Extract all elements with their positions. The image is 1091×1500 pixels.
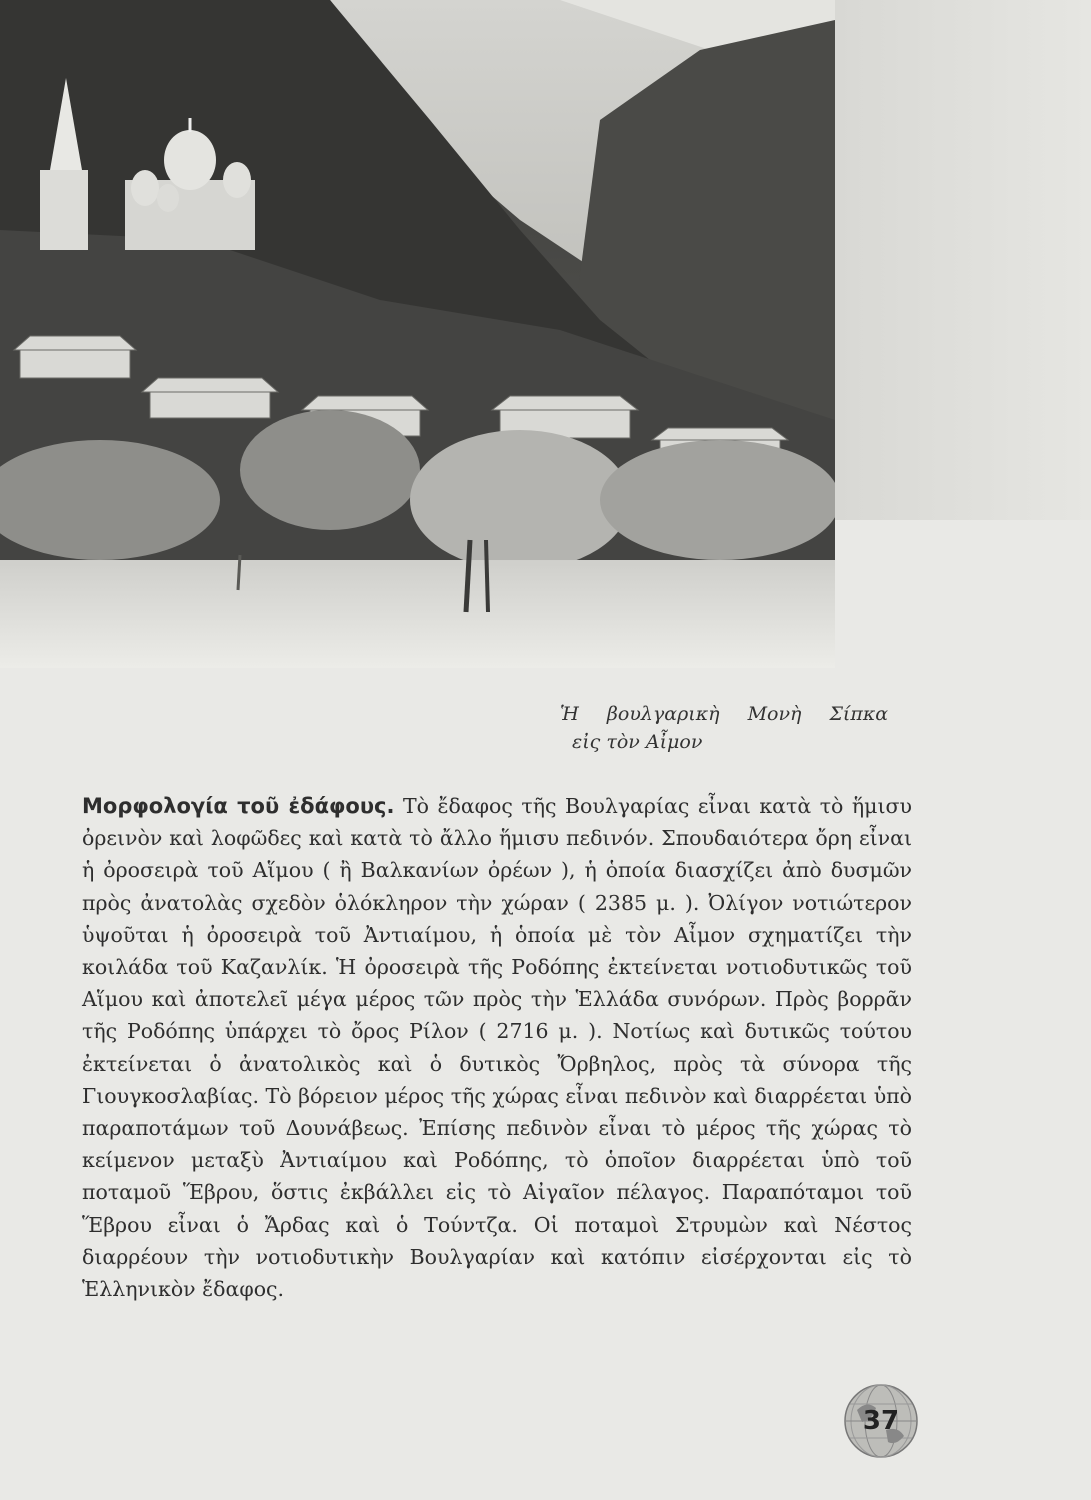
monastery-illustration [0, 0, 835, 668]
photo-shadow [835, 0, 1091, 520]
article-text [82, 790, 912, 1305]
caption-line-1: Ἡ βουλγαρικὴ Μονὴ Σίπκα [560, 703, 889, 725]
photo-caption [560, 700, 920, 756]
page-number: 37 [862, 1406, 900, 1436]
article-body: Τὸ ἔδαφος τῆς Βουλγαρίας εἶναι κατὰ τὸ ἥμισυ ὀρεινὸν καὶ λοφῶδες καὶ κατὰ τὸ ἄλλο ἥμισυ πεδινόν. Σπουδαιότερα ὄρη εἶναι ἡ ὀροσειρὰ τοῦ Αἵμου ( ἢ Βαλκανίων ὀρέων ), ἡ ὁποία διασχίζει ἀπὸ δυσμῶν πρὸς ἀνατολὰς σχεδὸν ὁλόκληρον τὴν χώραν ( 2385 μ. ). Ὀλίγον νοτιώτερον ὑψοῦται ἡ ὀροσειρὰ τοῦ Ἀντιαίμου, ἡ ὁποία μὲ τὸν Αἶμον σχηματίζει τὴν κοιλάδα τοῦ Καζανλίκ. Ἡ ὀροσειρὰ τῆς Ροδόπης ἐκτείνεται νοτιοδυτικῶς τοῦ Αἵμου καὶ ἀποτελεῖ μέγα μέρος τῶν πρὸς τὴν Ἑλλάδα συνόρων. Πρὸς βορρᾶν τῆς Ροδόπης ὑπάρχει τὸ ὄρος Ρίλον ( 2716 μ. ). Νοτίως καὶ δυτικῶς τούτου ἐκτείνεται ὁ ἀνατολικὸς καὶ ὁ δυτικὸς Ὄρβηλος, πρὸς τὰ σύνορα τῆς Γιουγκοσλαβίας. Τὸ βόρειον μέρος τῆς χώρας εἶναι πεδινὸν καὶ διαρρέεται ὑπὸ παραποτάμων τοῦ Δουνάβεως. Ἐπίσης πεδινὸν εἶναι τὸ μέρος τῆς χώρας τὸ κείμενον μεταξὺ Ἀντιαίμου καὶ Ροδόπης, τὸ ὁποῖον διαρρέεται ὑπὸ τοῦ ποταμοῦ Ἕβρου, ὅστις ἐκβάλλει εἰς τὸ Αἰγαῖον πέλαγος. Παραπόταμοι τοῦ Ἕβρου εἶναι ὁ Ἄρδας καὶ ὁ Τούντζα. Οἱ ποταμοὶ Στρυμὼν καὶ Νέστος διαρρέουν τὴν νοτιοδυτικὴν Βουλγαρίαν καὶ κατόπιν εἰσέρχονται εἰς τὸ Ἑλληνικὸν ἔδαφος. [82, 794, 913, 1302]
caption-line-2: εἰς τὸν Αἶμον [572, 731, 703, 753]
monastery-photo [0, 0, 835, 668]
section-heading: Μορφολογία τοῦ ἐδάφους. [82, 794, 395, 818]
